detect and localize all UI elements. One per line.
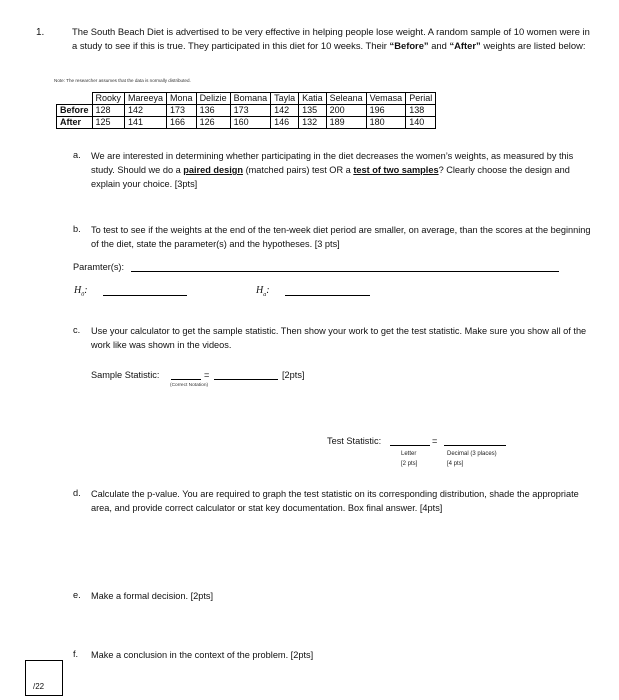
problem-number: 1. [36, 27, 45, 38]
name-cell: Mona [167, 93, 197, 105]
null-hypothesis-line[interactable] [103, 295, 187, 296]
sample-statistic-label: Sample Statistic: [91, 370, 160, 380]
table-corner [57, 93, 93, 105]
table-row-before [57, 105, 436, 117]
table-header-row [57, 93, 436, 105]
intro-part2: weights are listed below: [480, 40, 586, 51]
part-c-question: Use your calculator to get the sample statistic. Then show your work to get the test statistic. Make sure you show all of the work like was shown in the videos. [91, 326, 587, 350]
parameter-label: Paramter(s): [73, 262, 125, 272]
ha-letter: H [256, 285, 264, 296]
before-cell: 196 [366, 105, 406, 117]
sample-notation-line[interactable] [171, 379, 201, 380]
part-d-letter: d. [73, 488, 81, 498]
h0-subscript: 0 [81, 292, 85, 298]
after-cell: 132 [299, 117, 327, 129]
table-row-after [57, 117, 436, 129]
two-samples-term: test of two samples [353, 165, 439, 175]
after-cell: 140 [406, 117, 436, 129]
test-statistic-label: Test Statistic: [327, 436, 382, 446]
intro-before: “Before” [389, 40, 429, 51]
part-a-question [91, 149, 591, 191]
h0-letter: H [74, 285, 82, 296]
name-cell: Vemasa [366, 93, 406, 105]
before-cell: 135 [299, 105, 327, 117]
part-c-letter: c. [73, 325, 81, 335]
ha-colon: : [266, 285, 270, 296]
before-cell: 173 [230, 105, 271, 117]
part-b-letter: b. [73, 224, 81, 234]
part-a-text1: We are interested in determining whether participating in the diet decreases the women’s weights, as measured by this study. Should we do a [91, 151, 574, 175]
sample-equals: = [204, 370, 210, 380]
after-cell: 126 [196, 117, 230, 129]
after-cell: 166 [167, 117, 197, 129]
after-cell: 189 [326, 117, 366, 129]
before-cell: 138 [406, 105, 436, 117]
letter-points: [2 pts] [401, 461, 418, 467]
name-cell: Perial [406, 93, 436, 105]
alt-hypothesis-line[interactable] [285, 295, 370, 296]
after-cell: 180 [366, 117, 406, 129]
after-cell: 141 [125, 117, 167, 129]
correct-notation-note: (Correct Notation) [170, 383, 209, 388]
alt-hypothesis-label [256, 285, 270, 298]
sample-points: [2pts] [282, 370, 305, 380]
before-cell: 128 [92, 105, 125, 117]
parameter-answer-line[interactable] [131, 271, 559, 272]
part-d-question: Calculate the p-value. You are required to graph the test statistic on its corresponding distribution, shade the appropriate area, and provide correct calculator or stat key documentation. Box final answer. [4pts] [91, 489, 579, 513]
paired-design-term: paired design [183, 165, 244, 175]
before-label: Before [57, 105, 93, 117]
after-cell: 160 [230, 117, 271, 129]
null-hypothesis-label [74, 285, 88, 298]
intro-part1: The South Beach Diet is advertised to be very effective in helping people lose weight. A random sample of 10 women were in a study to see if this is true. They participated in this diet for 10 weeks. Their [72, 26, 590, 51]
intro-after: “After” [449, 40, 481, 51]
name-cell: Bomana [230, 93, 271, 105]
part-e-question: Make a formal decision. [2pts] [91, 591, 214, 601]
name-cell: Tayla [271, 93, 299, 105]
part-a-text2: (matched pairs) test OR a [243, 165, 354, 175]
part-a-text3: ? Clearly choose the design and explain your choice. [3pts] [91, 165, 570, 189]
before-cell: 142 [125, 105, 167, 117]
score-total: /22 [33, 682, 45, 691]
sample-value-line[interactable] [214, 379, 278, 380]
name-cell: Seleana [326, 93, 366, 105]
name-cell: Rooky [92, 93, 125, 105]
name-cell: Katia [299, 93, 327, 105]
before-cell: 136 [196, 105, 230, 117]
before-cell: 200 [326, 105, 366, 117]
intro-and: and [428, 40, 450, 51]
normality-note: Note: The researcher assumes that the data is normally distributed. [54, 78, 191, 83]
name-cell: Mareeya [125, 93, 167, 105]
problem-intro [72, 25, 592, 53]
weights-table [56, 92, 436, 129]
test-decimal-line[interactable] [444, 445, 506, 446]
part-f-question: Make a conclusion in the context of the problem. [2pts] [91, 650, 314, 660]
ha-subscript: a [263, 292, 267, 298]
name-cell: Delizie [196, 93, 230, 105]
before-cell: 142 [271, 105, 299, 117]
h0-colon: : [84, 285, 88, 296]
test-letter-line[interactable] [390, 445, 430, 446]
part-a-letter: a. [73, 150, 81, 160]
part-b-question: To test to see if the weights at the end of the ten-week diet period are smaller, on average, than the scores at the beginning of the diet, state the parameter(s) and the hypotheses. [3 pts] [91, 225, 591, 249]
part-f-letter: f. [73, 649, 79, 659]
before-cell: 173 [167, 105, 197, 117]
decimal-points: [4 pts] [447, 461, 464, 467]
after-cell: 125 [92, 117, 125, 129]
decimal-note: Decimal (3 places) [447, 451, 497, 457]
letter-note: Letter [401, 451, 417, 457]
part-e-letter: e. [73, 590, 81, 600]
test-equals: = [432, 436, 438, 446]
after-label: After [57, 117, 93, 129]
after-cell: 146 [271, 117, 299, 129]
